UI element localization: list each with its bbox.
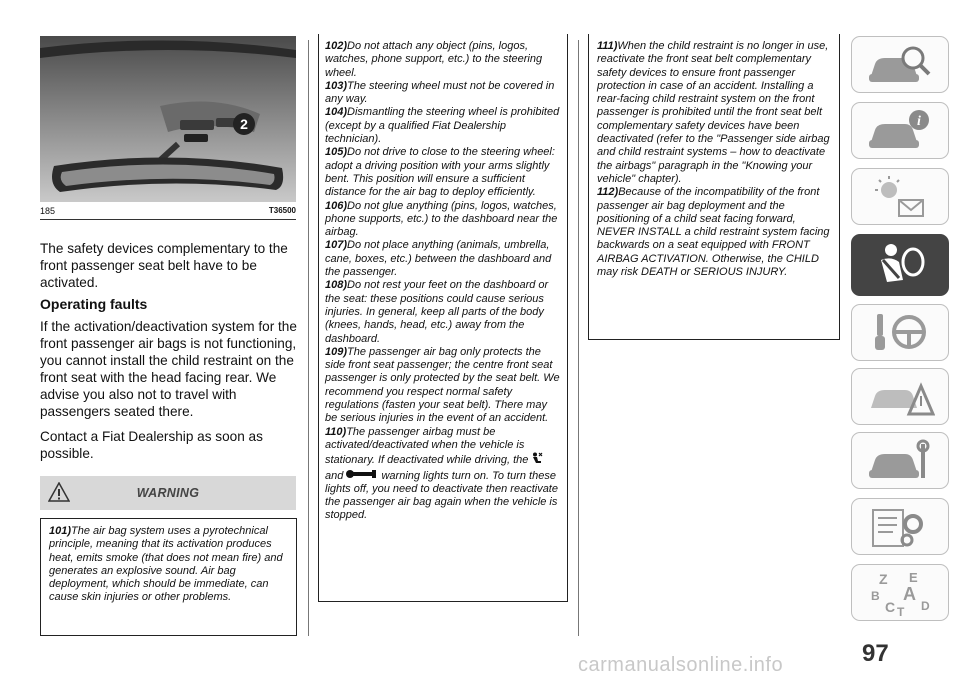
warning-note-101: [49, 525, 288, 605]
svg-text:A: A: [903, 583, 916, 604]
note-number: 101): [49, 525, 72, 537]
sidebar-tab-index[interactable]: [851, 564, 949, 621]
warning-note-110: 110)The passenger airbag must be activated/deactivated when the vehicle is stationary. If deactivated while driving, the and warning lights turn on. To turn these lights off, you need to deactivate then reactivate the passenger air bag again when the vehicle is stopped.: [325, 425, 558, 522]
svg-text:T: T: [897, 604, 905, 618]
sidebar-tab-safety[interactable]: [851, 234, 949, 296]
airbag-control-photo: [40, 36, 296, 202]
section-heading: Operating faults: [40, 296, 148, 312]
warning-box-1: [40, 518, 297, 636]
svg-text:C: C: [885, 598, 896, 615]
sidebar-tab-information[interactable]: [851, 102, 949, 159]
watermark: carmanualsonline.info: [578, 654, 784, 676]
ceiling-console-illustration: [40, 36, 296, 202]
sidebar-tab-knowing-car[interactable]: [851, 36, 949, 93]
figure-caption: [40, 204, 296, 218]
svg-text:i: i: [917, 113, 921, 129]
warning-note-103: 103)The steering wheel must not be covered in any way.: [325, 79, 555, 106]
warning-lights-icon: [865, 174, 935, 220]
sidebar-tab-starting-driving[interactable]: [851, 304, 949, 361]
index-letters-icon: [865, 568, 935, 618]
car-magnifier-icon: [865, 42, 935, 88]
warning-note-111: 111)When the child restraint is no longer in use, reactivate the front seat belt complementary safety devices to ensure front passenger protection in case of an accident. Installing a rear-facing child restraint system on the front passenger is prohibited until the front seat belt complementary safety devices have been deactivated (refer to the "Passenger side airbag and child restraint systems – how to deactivate the airbags" paragraph in the "Knowing your vehicle" chapter).: [597, 40, 830, 185]
column-divider-1: [308, 40, 309, 636]
steering-key-icon: [865, 310, 935, 356]
warning-note-107: 107)Do not place anything (animals, umbrella, cane, boxes, etc.) between the dashboard and the passenger.: [325, 239, 552, 279]
specs-gear-icon: [865, 504, 935, 550]
car-service-icon: [865, 438, 935, 484]
service-spanner-icon: [346, 468, 378, 480]
sidebar-tab-maintenance[interactable]: [851, 432, 949, 489]
caption-divider: [40, 219, 296, 220]
warning-note-102: 102)Do not attach any object (pins, logos, watches, phone support, etc.) to the steering wheel.: [325, 40, 543, 79]
warning-note-109: 109)The passenger air bag only protects the side front seat passenger; the centre front seat passenger is only protected by the seat belt. We recommend you respect normal safety regulations (fasten your seat belt). There may be serious injuries in the event of an accident.: [325, 345, 560, 425]
passenger-airbag-off-icon: [531, 452, 543, 464]
warning-box-2: [318, 34, 568, 602]
warning-note-112: 112)Because of the incompatibility of the front passenger air bag deployment and the positioning of a child seat facing forward, NEVER INSTALL a child restraint system facing backwards on a seat equipped with FRONT AIRBAG ACTIVATION. Otherwise, the CHILD may risk DEATH or SERIOUS INJURY.: [597, 186, 830, 279]
operating-faults-paragraph: If the activation/deactivation system for the front passenger air bags is not functioning, you cannot install the child restraint on the front seat with the head facing rear. We advise you also not to travel with passengers seated there.: [40, 319, 297, 419]
sidebar-tab-warning-lights[interactable]: [851, 168, 949, 225]
svg-text:E: E: [909, 569, 918, 585]
warning-title: WARNING: [136, 486, 200, 500]
figure-callout: 2: [240, 116, 248, 132]
warning-note-108: 108)Do not rest your feet on the dashboard or the seat: these positions could cause serious injuries. In general, keep all parts of the body (knees, hands, head, etc.) away from the dashboard.: [325, 279, 549, 345]
warning-note-106: 106)Do not glue anything (pins, logos, watches, phone supports, etc.) to the dashboard near the airbag.: [325, 199, 558, 239]
figure-code: T36500: [268, 206, 296, 215]
contact-dealer-paragraph: Contact a Fiat Dealership as soon as possible.: [40, 429, 263, 461]
page-number: 97: [862, 640, 889, 667]
warning-box-3: [588, 34, 840, 340]
intro-paragraph: The safety devices complementary to the front passenger seat belt have to be activated.: [40, 241, 288, 290]
sidebar-tab-technical-specs[interactable]: [851, 498, 949, 555]
figure-number: 185: [40, 206, 56, 216]
airbag-seatbelt-icon: [865, 240, 935, 290]
note-text: The air bag system uses a pyrotechnical principle, meaning that its activation produces heat, emits smoke (that does not mean fire) and generates an explosive sound. Air bag deployment, which should be immediate, can cause skin injuries or other problems.: [49, 525, 283, 604]
svg-text:B: B: [871, 588, 880, 603]
sidebar-tab-emergency[interactable]: [851, 368, 949, 425]
warning-note-105: 105)Do not drive to close to the steering wheel: adopt a driving position with your arms slightly bent. This position will ensure a sufficient distance for the air bag to deploy efficiently.: [325, 146, 555, 199]
car-info-icon: [865, 108, 935, 154]
warning-note-104: 104)Dismantling the steering wheel is prohibited (except by a qualified Fiat Dealership technician).: [325, 106, 560, 146]
car-breakdown-icon: [865, 374, 935, 420]
svg-text:D: D: [921, 598, 930, 613]
svg-text:Z: Z: [879, 570, 888, 587]
column-divider-2: [578, 40, 579, 636]
